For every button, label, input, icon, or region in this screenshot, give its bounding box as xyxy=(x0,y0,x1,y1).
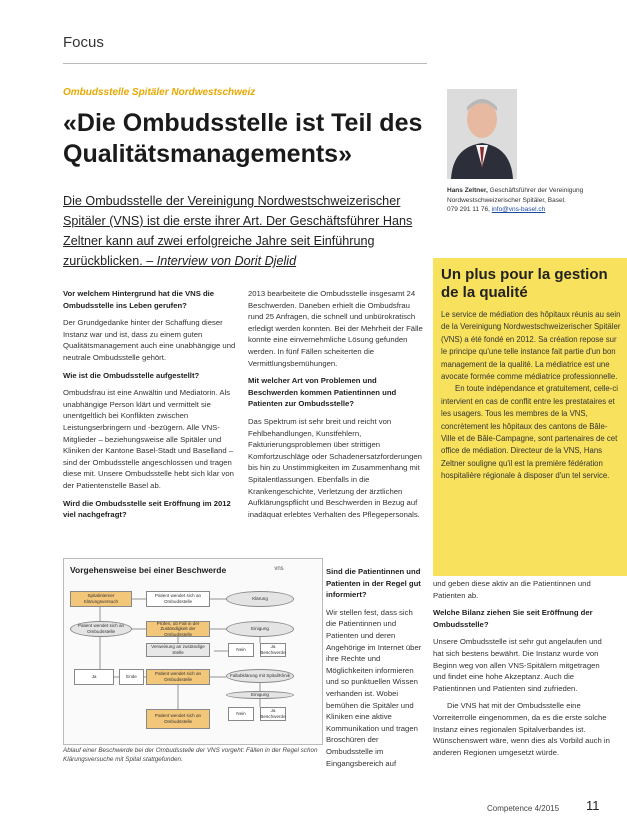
question-3: Wird die Ombudsstelle seit Eröffnung im 2012 viel nachgefragt? xyxy=(63,498,231,520)
complaint-flow-diagram xyxy=(63,558,323,745)
lead-author: – Interview von Dorit Djelid xyxy=(142,254,297,268)
portrait-role: Geschäftsführer der Vereinigung Nordwestschweizerischer Spitäler, Basel. xyxy=(447,187,584,204)
flow-ellipse-contact: Patient wendet sich an Ombudsstelle xyxy=(70,621,132,637)
flow-step-referral: Verweisung an zuständige Stelle xyxy=(146,643,210,657)
vns-logo: vns xyxy=(274,566,284,573)
article-column-2 xyxy=(248,288,426,526)
flow-ellipse-agreement-2: Einigung xyxy=(226,691,294,699)
lead-paragraph xyxy=(63,191,423,271)
answer-1: Der Grundgedanke hinter der Schaffung dieser Instanz war und ist, dass zu einem guten Qualitätsmanagement auch eine unabhängige und neutrale Ombudsstelle gehört. xyxy=(63,318,236,362)
question-4: Mit welcher Art von Problemen und Beschwerden kommen Patientinnen und Patienten zur Ombudsstelle? xyxy=(248,376,397,409)
answer-5-continued: und geben diese aktiv an die Patientinnen und Patienten ab. xyxy=(433,579,591,600)
kicker: Ombudsstelle Spitäler Nordwestschweiz xyxy=(63,87,256,98)
portrait-name: Hans Zeltner, xyxy=(447,187,488,194)
flow-step-internal: Spitalinterner Klärungsversuch xyxy=(70,591,132,607)
flow-step-contact-2: Patient wendet sich an Ombudsstelle xyxy=(146,669,210,685)
portrait-email-link[interactable]: info@vns-basel.ch xyxy=(491,206,546,213)
flow-step-yes: Ja Beschwerde xyxy=(260,644,286,655)
flow-step-final: Patient wendet sich an Ombudsstelle xyxy=(146,709,210,729)
flow-step-ja: Ja xyxy=(74,669,114,685)
question-6: Welche Bilanz ziehen Sie seit Eröffnung der Ombudsstelle? xyxy=(433,608,593,629)
flow-step-yes-2: Ja Beschwerde xyxy=(260,708,286,719)
answer-3: 2013 bearbeitete die Ombudsstelle insgesamt 24 Beschwerden. Daneben erhielt die Ombudsfrau rund 25 Anfragen, die schnell und unbürokratisch erledigt werden konnten. Bei der Mehrheit der Fälle konnte eine einvernehmliche Lösung gefunden werden. In fünf Fällen scheiterten die Vermittlungsbemühungen. xyxy=(248,289,423,368)
flow-ellipse-assessment: Fallabklärung mit Spital/Klinik xyxy=(226,669,294,683)
flow-step-end: Ende xyxy=(119,669,144,685)
header-rule xyxy=(63,63,427,64)
answer-7: Die VNS hat mit der Ombudsstelle eine Vorreiterrolle eingenommen, da es die erste solche Instanz eines regionalen Spitalverbandes ist. Wünschenswert wäre, wenn dies als Vorbild auch in anderen Regionen umgesetzt würde. xyxy=(433,701,610,757)
portrait-image xyxy=(447,89,517,179)
headline: «Die Ombudsstelle ist Teil des Qualitätsmanagements» xyxy=(63,109,423,168)
portrait-photo xyxy=(447,89,517,179)
question-5: Sind die Patientinnen und Patienten in der Regel gut informiert? xyxy=(326,567,421,600)
portrait-phone: 079 291 11 76, xyxy=(447,206,492,213)
flow-step-check: Prüfen, ob Fall in der Zuständigkeit der Ombudsstelle xyxy=(146,621,210,637)
flow-step-no: Nein xyxy=(228,643,254,657)
flow-ellipse-agreement: Einigung xyxy=(226,621,294,637)
portrait-caption xyxy=(447,186,587,215)
answer-4: Das Spektrum ist sehr breit und reicht von Fehlbehandlungen, Kunstfehlern, Fakturierungsproblemen über strittigen Komfortzuschläge oder Schadenersatzforderungen bis hin zu Unstimmigkeiten im Zusammenhang mit Spitalentlassungen. Ebenfalls in die Krankengeschichte, Verletzung der ärztlichen Aufklärungspflicht und Beschwerden in Bezug auf inadäquat erlebtes Verhalten des Pflegepersonals. xyxy=(248,416,422,519)
question-2: Wie ist die Ombudsstelle aufgestellt? xyxy=(63,370,200,380)
question-1: Vor welchem Hintergrund hat die VNS die Ombudsstelle ins Leben gerufen? xyxy=(63,289,215,310)
magazine-issue: Competence 4/2015 xyxy=(487,804,560,813)
french-summary-body xyxy=(441,309,621,483)
lead-text: Die Ombudsstelle der Vereinigung Nordwestschweizerischer Spitäler (VNS) ist die erste ihrer Art. Der Geschäftsführer Hans Zeltner kann auf zwei erfolgreiche Jahre seit Einführung zurückblicken. xyxy=(63,194,413,268)
answer-6: Unsere Ombudsstelle ist sehr gut angelaufen und hat sich bestens bewährt. Die Instanz wurde von Beginn weg von allen VNS-Spitälern mitgetragen und findet eine hohe Akzeptanz. Auch die Patientinnen und Patienten sind zufrieden. xyxy=(433,637,602,693)
flow-ellipse-clarification: Klärung xyxy=(226,591,294,607)
page-number: 11 xyxy=(586,798,600,813)
french-paragraph-2: En toute indépendance et gratuitement, celle-ci intervient en cas de conflit entre les prestataires et les usagers. Tous les membres de la VNS, concrètement les hôpitaux des cantons de Bâle-Ville et de Bâle-Campagne, sont partenaires de cet office de médiation. Directeur de la VNS, Hans Zeltner souligne qu'il est la première fédération hospitalière régionale à disposer d'un tel service. xyxy=(441,384,618,481)
french-summary-title: Un plus pour la gestion de la qualité xyxy=(441,266,608,301)
flow-step-contact: Patient wendet sich an Ombudsstelle xyxy=(146,591,210,607)
article-column-1 xyxy=(63,288,241,527)
article-column-4 xyxy=(433,578,611,764)
answer-2: Ombudsfrau ist eine Anwältin und Mediatorin. Als unabhängige Person klärt und vermittelt sie unentgeltlich bei Konflikten zwischen Leistungserbringern und -bezügern. Alle VNS-Mitglieder – beziehungsweise alle Spitäler und Kliniken der Kantone Basel-Stadt und Baselland – sind der Ombudsstelle angeschlossen und tragen diese mit. Unsere Ombudsstelle hebt sich klar von der Patientenstelle Basel ab. xyxy=(63,388,234,490)
diagram-caption: Ablauf einer Beschwerde bei der Ombudsstelle der VNS vorgeht: Fällen in der Regel schon Klärungsversuche mit Spital stattgefunden. xyxy=(63,747,318,763)
french-paragraph-1: Le service de médiation des hôpitaux réunis au sein de la Vereinigung Nordwestschweizerischer Spitäler (VNS) a été fondé en 2012. Sa création repose sur le principe qu'une telle instance fait partie d'un bon management de la qualité. La médiatrice est une avocate formée comme médiatrice professionnelle. xyxy=(441,310,621,382)
diagram-title: Vorgehensweise bei einer Beschwerde xyxy=(70,565,227,575)
article-column-3 xyxy=(326,566,424,775)
flow-step-no-2: Nein xyxy=(228,707,254,721)
answer-5: Wir stellen fest, dass sich die Patientinnen und Patienten und deren Angehörige im Internet über ihre Rechte und Möglichkeiten informieren und so punktuellen Wissen verhanden ist. Wobei bemühen die Spitäler und Kliniken eine aktive Kommunikation und tragen Broschüren der Ombudsstelle im Eingangsbereich auf xyxy=(326,607,422,768)
section-label: Focus xyxy=(63,34,104,51)
